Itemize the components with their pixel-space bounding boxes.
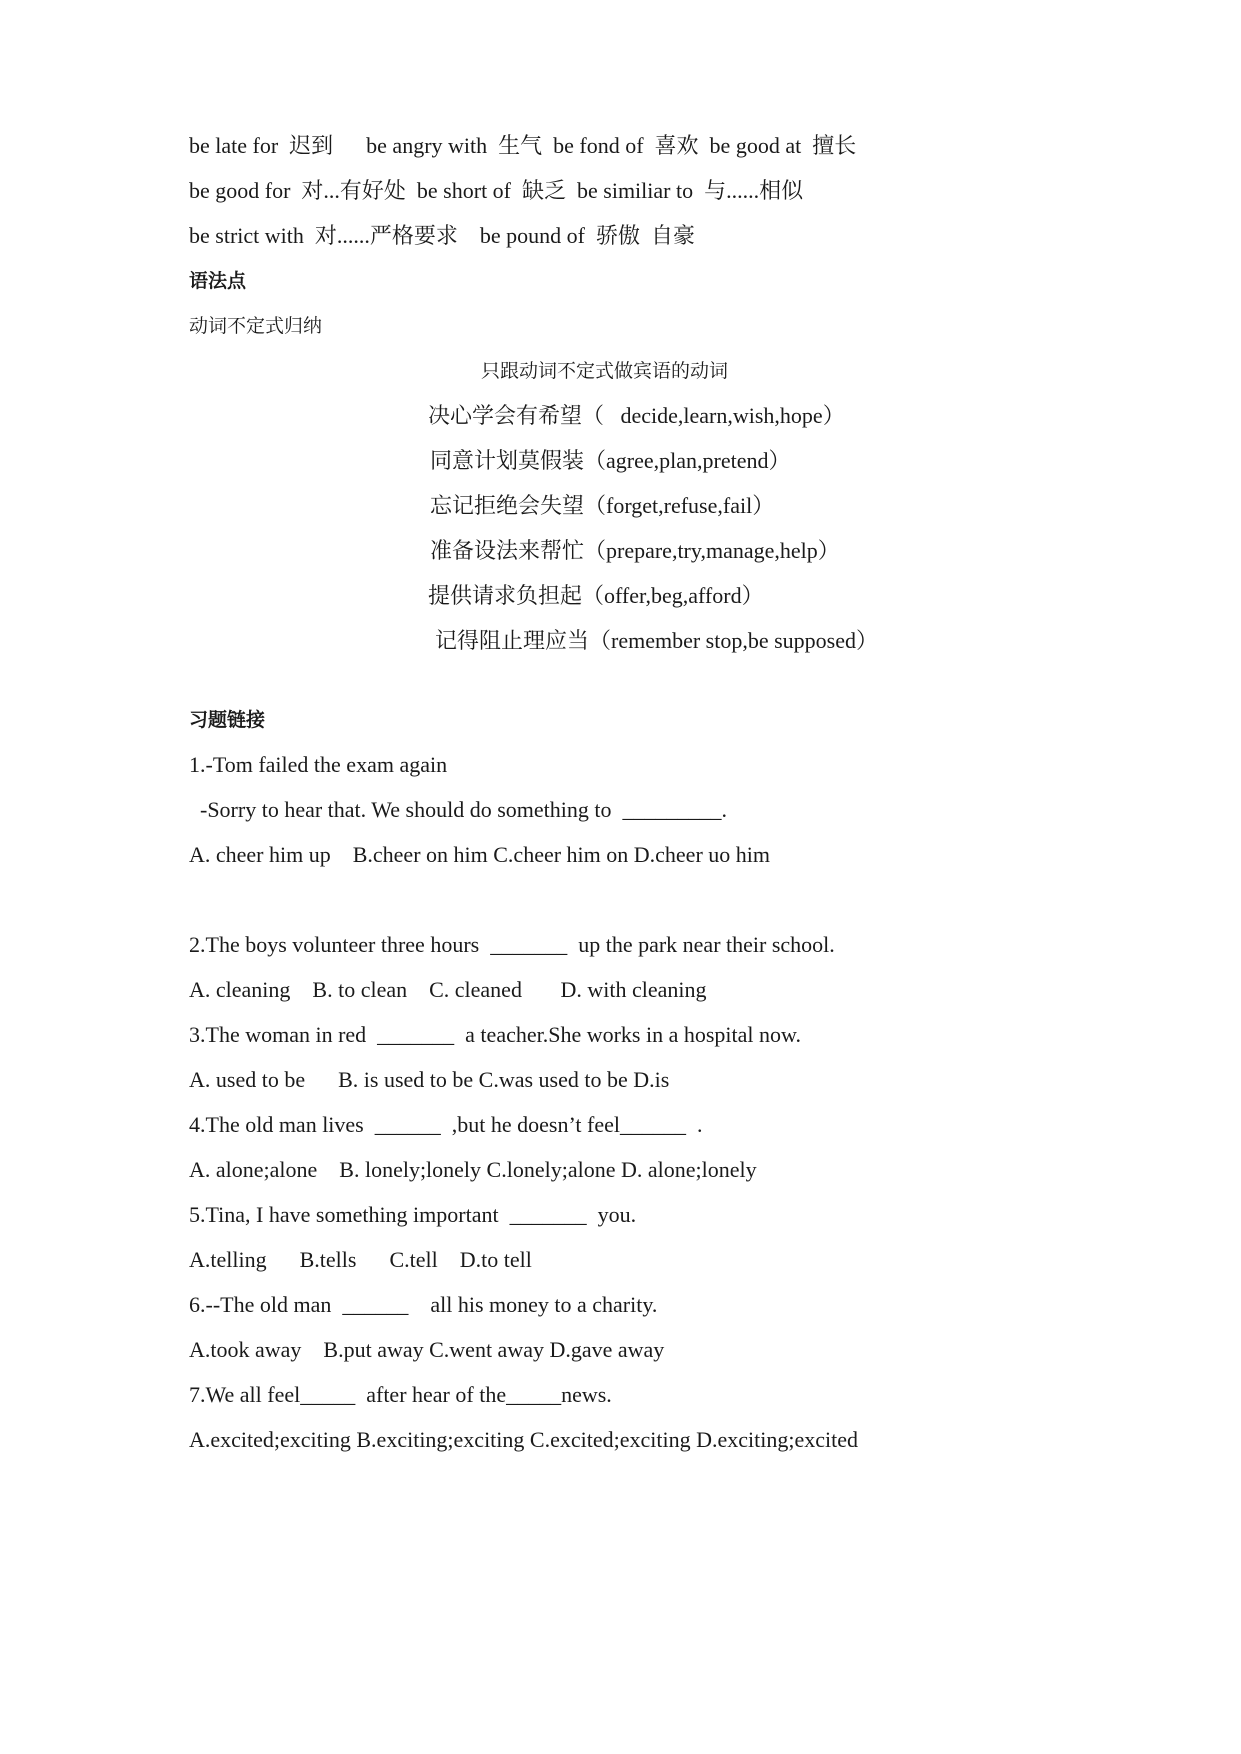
infinitive-line-1: 决心学会有希望（ decide,learn,wish,hope）	[428, 403, 845, 428]
infinitive-line-2: 同意计划莫假装（agree,plan,pretend）	[430, 448, 791, 473]
exercise-1-reply: -Sorry to hear that. We should do something to _________.	[189, 797, 727, 822]
exercise-5-question: 5.Tina, I have something important _______ you.	[189, 1202, 637, 1227]
exercise-3-options: A. used to be B. is used to be C.was used to be D.is	[189, 1067, 670, 1092]
phrase-line-3: be strict with 对......严格要求 be pound of 骄傲 自豪	[189, 223, 695, 248]
exercise-6-question: 6.--The old man ______ all his money to a charity.	[189, 1292, 658, 1317]
infinitive-line-6: 记得阻止理应当（remember stop,be supposed）	[435, 628, 878, 653]
phrase-line-1: be late for 迟到 be angry with 生气 be fond of 喜欢 be good at 擅长	[189, 133, 857, 158]
exercise-1-options: A. cheer him up B.cheer on him C.cheer him on D.cheer uo him	[189, 842, 771, 867]
phrase-line-2: be good for 对...有好处 be short of 缺乏 be similiar to 与......相似	[189, 178, 804, 203]
infinitive-line-4: 准备设法来帮忙（prepare,try,manage,help）	[430, 538, 840, 563]
exercise-heading: 习题链接	[189, 709, 266, 731]
exercise-7-question: 7.We all feel_____ after hear of the_____news.	[189, 1382, 612, 1407]
exercise-7-options: A.excited;exciting B.exciting;exciting C.excited;exciting D.exciting;excited	[189, 1427, 858, 1452]
grammar-heading: 语法点	[189, 270, 247, 292]
exercise-3-question: 3.The woman in red _______ a teacher.She works in a hospital now.	[189, 1022, 801, 1047]
infinitive-line-5: 提供请求负担起（offer,beg,afford）	[428, 583, 764, 608]
exercise-4-options: A. alone;alone B. lonely;lonely C.lonely;alone D. alone;lonely	[189, 1157, 757, 1182]
grammar-subtitle: 动词不定式归纳	[189, 315, 323, 337]
exercise-1-question: 1.-Tom failed the exam again	[189, 752, 448, 777]
exercise-4-question: 4.The old man lives ______ ,but he doesn’t feel______ .	[189, 1112, 703, 1137]
infinitive-title: 只跟动词不定式做宾语的动词	[481, 360, 729, 382]
exercise-2-options: A. cleaning B. to clean C. cleaned D. with cleaning	[189, 977, 707, 1002]
exercise-2-question: 2.The boys volunteer three hours _______ up the park near their school.	[189, 932, 835, 957]
exercise-6-options: A.took away B.put away C.went away D.gave away	[189, 1337, 665, 1362]
exercise-5-options: A.telling B.tells C.tell D.to tell	[189, 1247, 532, 1272]
infinitive-line-3: 忘记拒绝会失望（forget,refuse,fail）	[430, 493, 775, 518]
